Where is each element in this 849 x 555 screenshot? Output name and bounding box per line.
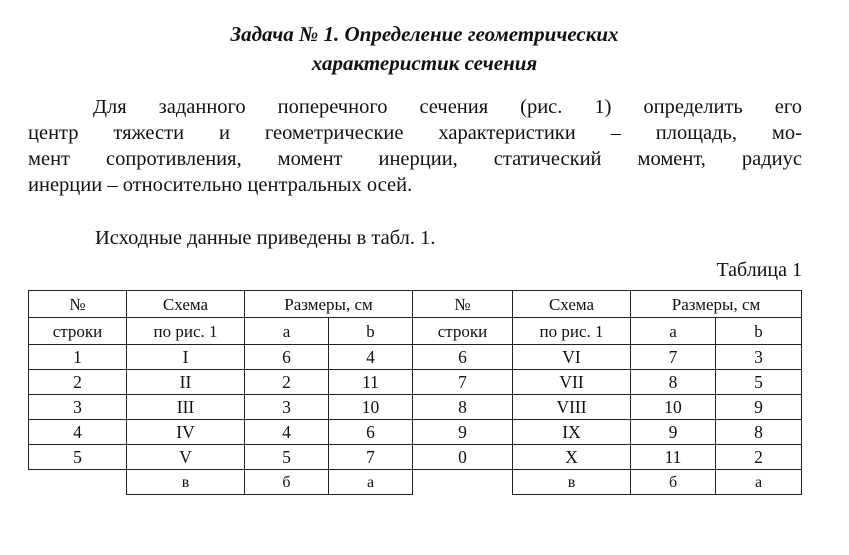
table-cell: 2: [29, 370, 127, 395]
table-cell: VIII: [513, 395, 631, 420]
header-cell: b: [329, 318, 413, 345]
table-cell: 7: [329, 445, 413, 470]
table-cell: 6: [413, 345, 513, 370]
table-row: [29, 395, 802, 420]
table-header-row-2: [29, 318, 802, 345]
header-cell: Размеры, см: [245, 291, 413, 318]
table-cell: в: [513, 470, 631, 495]
table-cell: а: [716, 470, 802, 495]
description-line-4: инерции – относительно центральных осей.: [28, 174, 413, 196]
table-cell: IV: [127, 420, 245, 445]
description-line-2: центр тяжести и геометрические характеристики – площадь, мо-: [28, 122, 802, 144]
table-cell: 11: [329, 370, 413, 395]
table-cell: 4: [29, 420, 127, 445]
table-row: [29, 420, 802, 445]
table-cell: 6: [245, 345, 329, 370]
table-cell: VI: [513, 345, 631, 370]
table-cell: 9: [716, 395, 802, 420]
table-cell: 7: [413, 370, 513, 395]
table-header-row-1: [29, 291, 802, 318]
header-cell: №: [29, 291, 127, 318]
table-caption: Таблица 1: [716, 259, 802, 281]
table-cell: 9: [631, 420, 716, 445]
task-description: [28, 94, 802, 198]
table-cell: а: [329, 470, 413, 495]
header-cell: Схема: [127, 291, 245, 318]
data-table: [28, 290, 802, 495]
table-cell: 3: [245, 395, 329, 420]
table-cell: 1: [29, 345, 127, 370]
description-line-1: Для заданного поперечного сечения (рис. 1) определить его: [93, 96, 802, 118]
table-cell: I: [127, 345, 245, 370]
table-cell: II: [127, 370, 245, 395]
header-cell: Размеры, см: [631, 291, 802, 318]
header-cell: строки: [413, 318, 513, 345]
table-cell: в: [127, 470, 245, 495]
table-cell: IX: [513, 420, 631, 445]
table-cell: 2: [245, 370, 329, 395]
table-letter-row: [29, 470, 802, 495]
table-cell: III: [127, 395, 245, 420]
header-cell: №: [413, 291, 513, 318]
header-cell: a: [245, 318, 329, 345]
table-cell: 5: [29, 445, 127, 470]
table-cell: VII: [513, 370, 631, 395]
header-cell: строки: [29, 318, 127, 345]
table-cell: 10: [631, 395, 716, 420]
table-cell: X: [513, 445, 631, 470]
table-row: [29, 445, 802, 470]
task-title-line-1: Задача № 1. Определение геометрических: [230, 22, 619, 46]
table-cell: 2: [716, 445, 802, 470]
table-row: [29, 345, 802, 370]
header-cell: по рис. 1: [127, 318, 245, 345]
table-cell: 4: [329, 345, 413, 370]
table-cell: 10: [329, 395, 413, 420]
table-cell: 5: [716, 370, 802, 395]
source-data-note: Исходные данные приведены в табл. 1.: [95, 227, 436, 249]
description-line-3: мент сопротивления, момент инерции, статический момент, радиус: [28, 148, 802, 170]
table-cell: V: [127, 445, 245, 470]
table-row: [29, 370, 802, 395]
table-cell: б: [245, 470, 329, 495]
header-cell: b: [716, 318, 802, 345]
empty-cell: [413, 470, 513, 495]
table-cell: 3: [29, 395, 127, 420]
table-cell: 5: [245, 445, 329, 470]
table-cell: 6: [329, 420, 413, 445]
table-cell: 8: [716, 420, 802, 445]
table-cell: 3: [716, 345, 802, 370]
empty-cell: [29, 470, 127, 495]
table-cell: 7: [631, 345, 716, 370]
header-cell: a: [631, 318, 716, 345]
table-cell: б: [631, 470, 716, 495]
header-cell: Схема: [513, 291, 631, 318]
task-title-line-2: характеристик сечения: [311, 51, 538, 75]
table-cell: 8: [631, 370, 716, 395]
table-cell: 9: [413, 420, 513, 445]
table-cell: 8: [413, 395, 513, 420]
header-cell: по рис. 1: [513, 318, 631, 345]
table-cell: 11: [631, 445, 716, 470]
table-cell: 0: [413, 445, 513, 470]
table-cell: 4: [245, 420, 329, 445]
